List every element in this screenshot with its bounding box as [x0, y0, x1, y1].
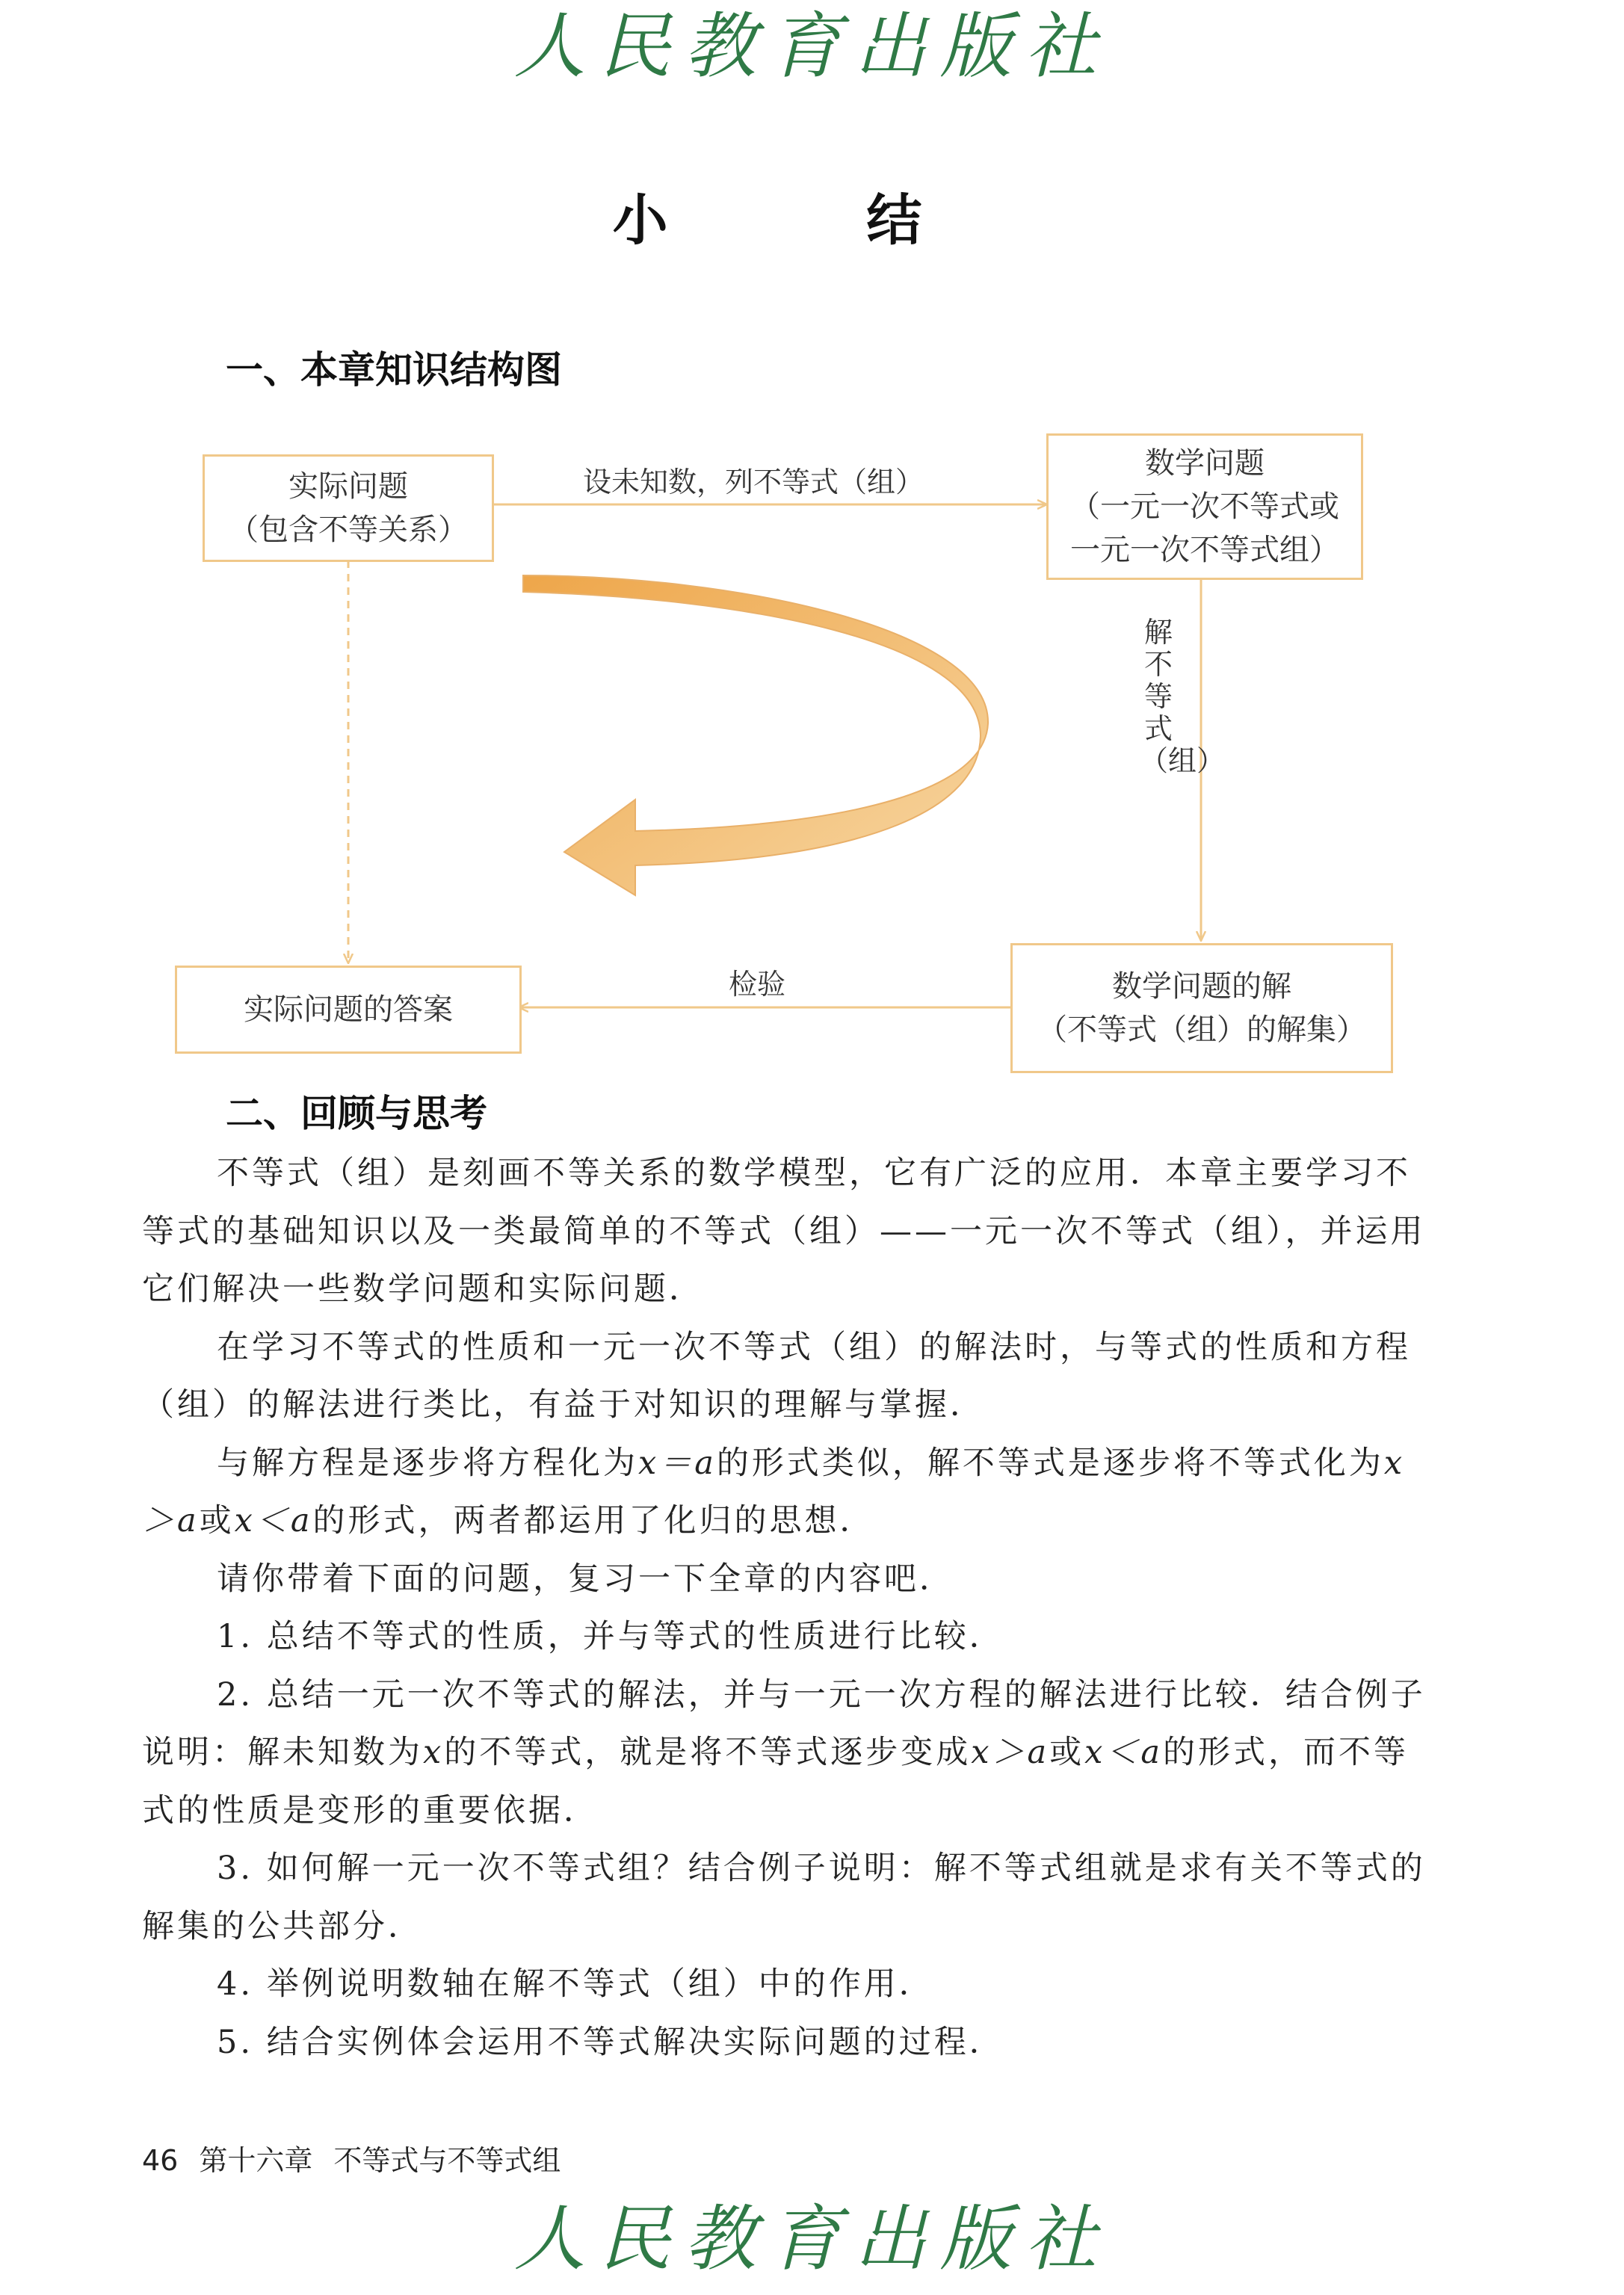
math-x-gt-a: x＞a — [142, 1444, 1406, 1539]
review-text — [142, 1145, 1427, 2072]
text-fragment: 2. 总结一元一次不等式的解法，并与一元一次方程的解法进行比较．结合例子说明：解未知数为 — [142, 1675, 1426, 1771]
chapter-title: 不等式与不等式组 — [333, 2144, 561, 2177]
paragraph-reduction — [142, 1435, 1427, 1551]
text-fragment: 的形式类似，解不等式是逐步将不等式化为 — [716, 1444, 1384, 1482]
box-practical-answer-line1: 实际问题的答案 — [244, 992, 453, 1027]
math-x-lt-a: x＜a — [234, 1502, 313, 1539]
math-x-lt-a: x＜a — [1084, 1734, 1164, 1771]
page-title: 小 结 — [612, 188, 1012, 253]
swoosh-cycle-arrow — [523, 575, 988, 895]
box-practical-problem-line1: 实际问题 — [288, 469, 408, 504]
math-x: x — [423, 1734, 445, 1771]
publisher-logo-top: 人民教育出版社 — [513, 4, 1111, 88]
box-practical-problem — [203, 454, 494, 562]
box-math-solution-line2: （不等式（组）的解集） — [1037, 1013, 1366, 1047]
question-5: 5. 结合实例体会运用不等式解决实际问题的过程． — [217, 2023, 1004, 2061]
section-heading-review: 二、回顾与思考 — [226, 1092, 487, 1135]
text-fragment: 的形式，而不等式的性质是变形的重要依据． — [142, 1734, 1410, 1829]
question-1: 1. 总结不等式的性质，并与等式的性质进行比较． — [217, 1618, 1004, 1655]
paragraph-intro: 不等式（组）是刻画不等关系的数学模型，它有广泛的应用．本章主要学习不等式的基础知识以及一类最简单的不等式（组）——一元一次不等式（组），并运用它们解决一些数学问题和实际问题． — [142, 1155, 1426, 1308]
label-set-unknown: 设未知数，列不等式（组） — [583, 466, 924, 498]
text-fragment: 与解方程是逐步将方程化为 — [217, 1444, 638, 1482]
box-math-solution — [1010, 943, 1393, 1073]
text-fragment: 或 — [1049, 1734, 1085, 1771]
paragraph-analogy: 在学习不等式的性质和一元一次不等式（组）的解法时，与等式的性质和方程（组）的解法进行类比，有益于对知识的理解与掌握． — [142, 1328, 1411, 1424]
text-fragment: 的不等式，就是将不等式逐步变成 — [444, 1734, 972, 1771]
page-number: 46 — [142, 2144, 179, 2177]
box-practical-answer — [175, 966, 522, 1054]
text-fragment: 的形式，两者都运用了化归的思想． — [312, 1502, 875, 1539]
box-math-problem — [1046, 433, 1363, 580]
publisher-logo-bottom: 人民教育出版社 — [513, 2197, 1111, 2281]
question-4: 4. 举例说明数轴在解不等式（组）中的作用． — [217, 1965, 934, 2003]
label-solve-inequality: 解不等式（组） — [1140, 616, 1226, 777]
question-2 — [142, 1667, 1427, 1841]
box-math-problem-line3: 一元一次不等式组） — [1070, 533, 1339, 567]
math-x-eq-a: x＝a — [638, 1444, 717, 1482]
chapter-number: 第十六章 — [199, 2144, 313, 2177]
box-math-problem-line1: 数学问题 — [1145, 446, 1265, 481]
section-heading-structure: 一、本章知识结构图 — [226, 348, 562, 392]
box-math-solution-line1: 数学问题的解 — [1112, 969, 1291, 1004]
text-fragment: 或 — [199, 1502, 235, 1539]
page-footer — [142, 2137, 581, 2178]
box-math-problem-line2: （一元一次不等式或 — [1070, 489, 1339, 524]
label-check: 检验 — [729, 968, 786, 1001]
question-3: 3. 如何解一元一次不等式组？结合例子说明：解不等式组就是求有关不等式的解集的公共部分． — [142, 1850, 1426, 1945]
box-practical-problem-line2: （包含不等关系） — [229, 513, 468, 547]
math-x-gt-a: x＞a — [971, 1734, 1050, 1771]
paragraph-review-prompt: 请你带着下面的问题，复习一下全章的内容吧． — [217, 1560, 954, 1598]
